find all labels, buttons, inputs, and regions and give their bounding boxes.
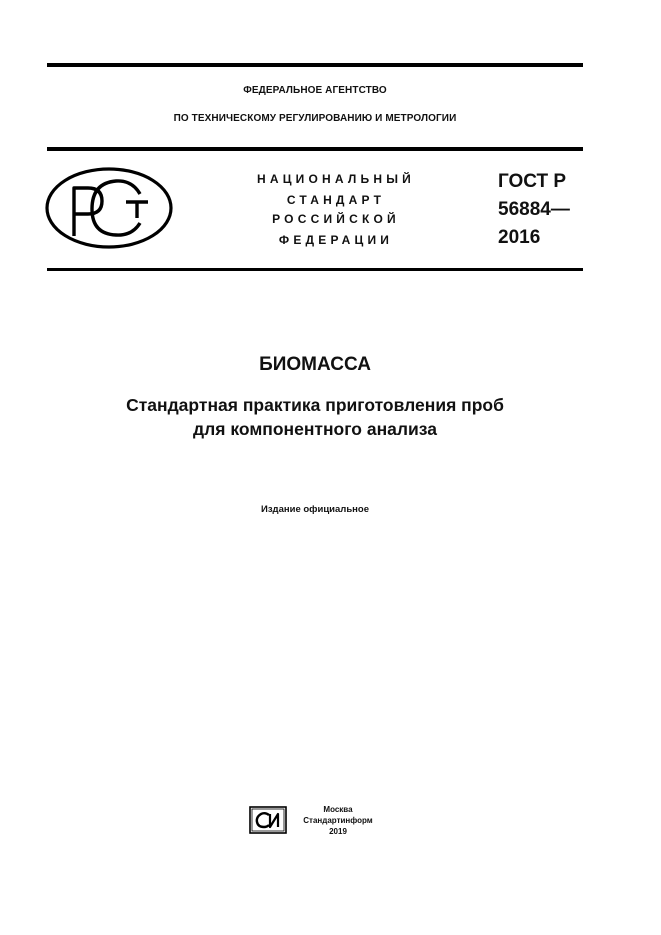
top-rule <box>47 63 583 67</box>
header-bottom-rule <box>47 268 583 271</box>
agency-line-2: ПО ТЕХНИЧЕСКОМУ РЕГУЛИРОВАНИЮ И МЕТРОЛОГИИ <box>173 113 457 124</box>
standartinform-logo-icon <box>249 806 287 834</box>
document-subtitle <box>0 393 630 441</box>
gost-designation-line-1: ГОСТ Р <box>498 171 567 192</box>
agency-line-1: ФЕДЕРАЛЬНОЕ АГЕНТСТВО <box>243 85 387 96</box>
standard-type-line-2: СТАНДАРТ <box>286 193 386 207</box>
edition-note: Издание официальное <box>261 504 369 515</box>
publisher-name: Стандартинформ <box>303 816 373 825</box>
publisher-city: Москва <box>323 805 353 814</box>
subtitle-line-1: Стандартная практика приготовления проб <box>126 395 504 415</box>
standard-type-line-1: НАЦИОНАЛЬНЫЙ <box>256 172 416 186</box>
gost-designation-line-3: 2016 <box>498 227 541 248</box>
publication-year: 2019 <box>329 827 347 836</box>
gost-designation-line-2: 56884— <box>498 199 570 220</box>
subtitle-line-2: для компонентного анализа <box>193 419 437 439</box>
header-rule <box>47 147 583 151</box>
standard-type-line-4: ФЕДЕРАЦИИ <box>278 233 394 247</box>
document-title: БИОМАССА <box>259 354 371 375</box>
standard-type-line-3: РОССИЙСКОЙ <box>272 212 400 226</box>
rst-certification-mark-icon <box>44 166 174 250</box>
